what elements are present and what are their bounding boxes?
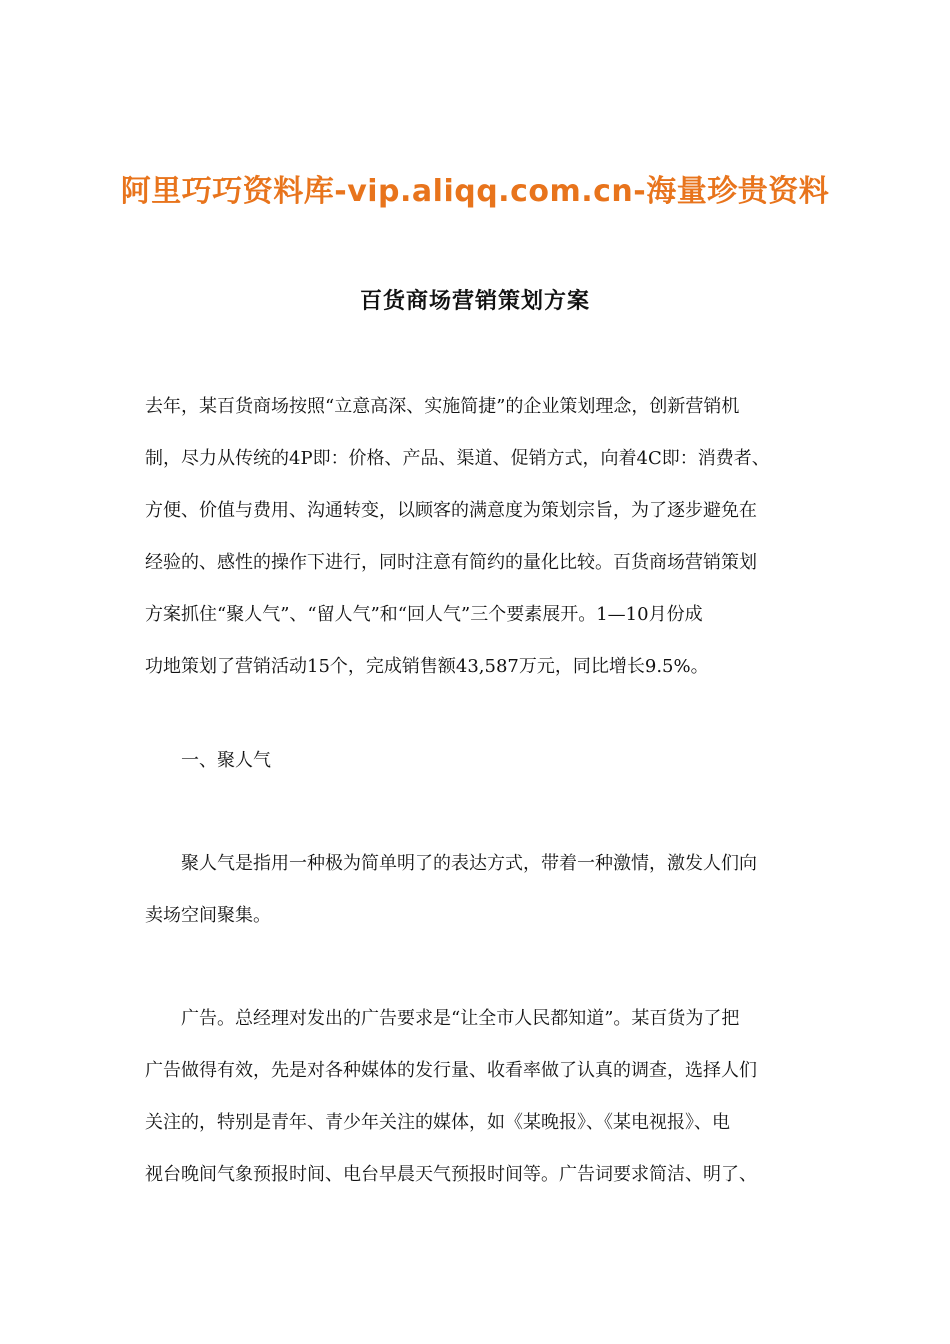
intro-paragraph bbox=[145, 381, 810, 693]
paragraph-line: 聚人气是指用一种极为简单明了的表达方式，带着一种激情，激发人们向 bbox=[181, 853, 757, 874]
paragraph-line: 功地策划了营销活动15个，完成销售额43,587万元，同比增长9.5%。 bbox=[145, 656, 709, 677]
paragraph-line: 制，尽力从传统的4P即：价格、产品、渠道、促销方式，向着4C即：消费者、 bbox=[145, 448, 770, 469]
watermark-banner: 阿里巧巧资料库-vip.aliqq.com.cn-海量珍贵资料 bbox=[120, 174, 830, 209]
paragraph-line: 广告做得有效，先是对各种媒体的发行量、收看率做了认真的调查，选择人们 bbox=[145, 1060, 757, 1081]
paragraph-line: 广告。总经理对发出的广告要求是“让全市人民都知道”。某百货为了把 bbox=[181, 1008, 740, 1029]
paragraph-line: 经验的、感性的操作下进行，同时注意有简约的量化比较。百货商场营销策划 bbox=[145, 552, 757, 573]
paragraph-line: 方便、价值与费用、沟通转变，以顾客的满意度为策划宗旨，为了逐步避免在 bbox=[145, 500, 757, 521]
section-heading-text: 一、聚人气 bbox=[181, 750, 271, 771]
paragraph-line: 关注的，特别是青年、青少年关注的媒体，如《某晚报》、《某电视报》、电 bbox=[145, 1112, 730, 1133]
paragraph-line: 视台晚间气象预报时间、电台早晨天气预报时间等。广告词要求简洁、明了、 bbox=[145, 1164, 757, 1185]
section-paragraph bbox=[145, 993, 810, 1201]
paragraph-line: 去年，某百货商场按照“立意高深、实施简捷”的企业策划理念，创新营销机 bbox=[145, 396, 740, 417]
paragraph-line: 卖场空间聚集。 bbox=[145, 905, 271, 926]
section-paragraph bbox=[145, 838, 810, 942]
document-title: 百货商场营销策划方案 bbox=[359, 288, 590, 314]
paragraph-line: 方案抓住“聚人气”、“留人气”和“回人气”三个要素展开。1—10月份成 bbox=[145, 604, 703, 625]
section-heading bbox=[145, 735, 810, 787]
